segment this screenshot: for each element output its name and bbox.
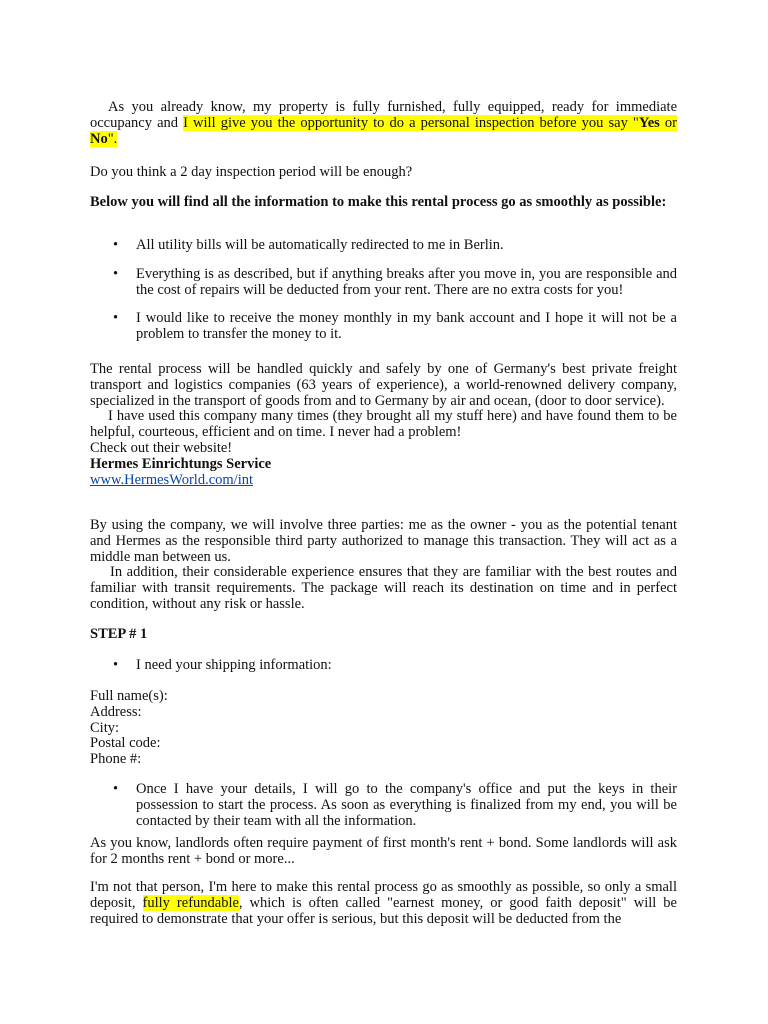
bullet-keys-process: Once I have your details, I will go to the company's office and put the keys in their possession to start the process. As soon as everything is finalized from my end, you will be contacted by their team with all the information. [136, 781, 677, 829]
company-section [90, 362, 677, 488]
intro-paragraph [90, 100, 677, 147]
field-city: City: [90, 719, 120, 736]
bullet-marker: • [113, 237, 119, 253]
bullet-shipping-info: I need your shipping information: [136, 657, 332, 673]
experience-paragraph: In addition, their considerable experience ensures that they are familiar with the best routes and familiar with transit requirements. The package will reach its destination on time and in perfect condition, without any risk or hassle. [90, 564, 677, 612]
deposit-text: I'm not that person, I'm here to make this rental process go as smoothly as possible, so only a small deposit, [90, 879, 677, 911]
bullet-marker: • [113, 310, 119, 326]
highlight-text: I will give you the opportunity to do a personal inspection before you say " [183, 114, 639, 131]
bullet-repairs: Everything is as described, but if anything breaks after you move in, you are responsible and the cost of repairs will be deducted from your rent. There are no extra costs for you! [136, 266, 677, 298]
deposit-paragraph [90, 880, 677, 927]
website-prompt: Check out their website! [90, 439, 233, 456]
company-experience: I have used this company many times (they brought all my stuff here) and have found them to be helpful, courteous, efficient and on time. I never had a problem! [90, 408, 677, 441]
landlord-paragraph: As you know, landlords often require payment of first month's rent + bond. Some landlords will ask for 2 months rent + bond or more... [90, 835, 677, 867]
or-word: or [659, 114, 677, 131]
field-full-name: Full name(s): [90, 688, 168, 704]
intro-text: As you already know, my property is fully furnished, fully equipped, ready for immediate occupancy and [90, 99, 677, 131]
company-name: Hermes Einrichtungs Service [90, 455, 272, 472]
bullet-marker: • [113, 266, 119, 282]
yes-word: Yes [638, 114, 660, 131]
bullet-marker: • [113, 781, 119, 797]
company-description: The rental process will be handled quickly and safely by one of Germany's best private freight transport and logistics companies (63 years of experience), a world-renowned delivery company, specialized in the transport of goods from and to Germany by air and ocean, (door to door service). [90, 361, 677, 409]
shipping-fields [90, 689, 677, 768]
parties-section [90, 518, 677, 613]
company-website-link[interactable]: www.HermesWorld.com/int [90, 471, 253, 488]
highlighted-refundable: fully refundable [142, 894, 239, 911]
field-phone: Phone #: [90, 751, 142, 768]
parties-description: By using the company, we will involve three parties: me as the owner - you as the potential tenant and Hermes as the responsible third party authorized to manage this transaction. They will act as a middle man between us. [90, 517, 677, 565]
step-title: STEP # 1 [90, 626, 148, 642]
no-word: No [90, 130, 108, 147]
deposit-text-continued: , which is often called "earnest money, or good faith deposit" will be required to demonstrate that your offer is serious, but this deposit will be deducted from the [90, 894, 677, 927]
inspection-question: Do you think a 2 day inspection period will be enough? [90, 164, 413, 180]
bullet-marker: • [113, 657, 119, 673]
quote-end: ". [107, 130, 118, 147]
bullet-monthly-payment: I would like to receive the money monthly in my bank account and I hope it will not be a problem to transfer the money to it. [136, 310, 677, 342]
bullet-utility-bills: All utility bills will be automatically redirected to me in Berlin. [136, 237, 504, 253]
field-address: Address: [90, 703, 142, 720]
info-heading: Below you will find all the information to make this rental process go as smoothly as possible: [90, 194, 667, 210]
field-postal-code: Postal code: [90, 735, 161, 752]
